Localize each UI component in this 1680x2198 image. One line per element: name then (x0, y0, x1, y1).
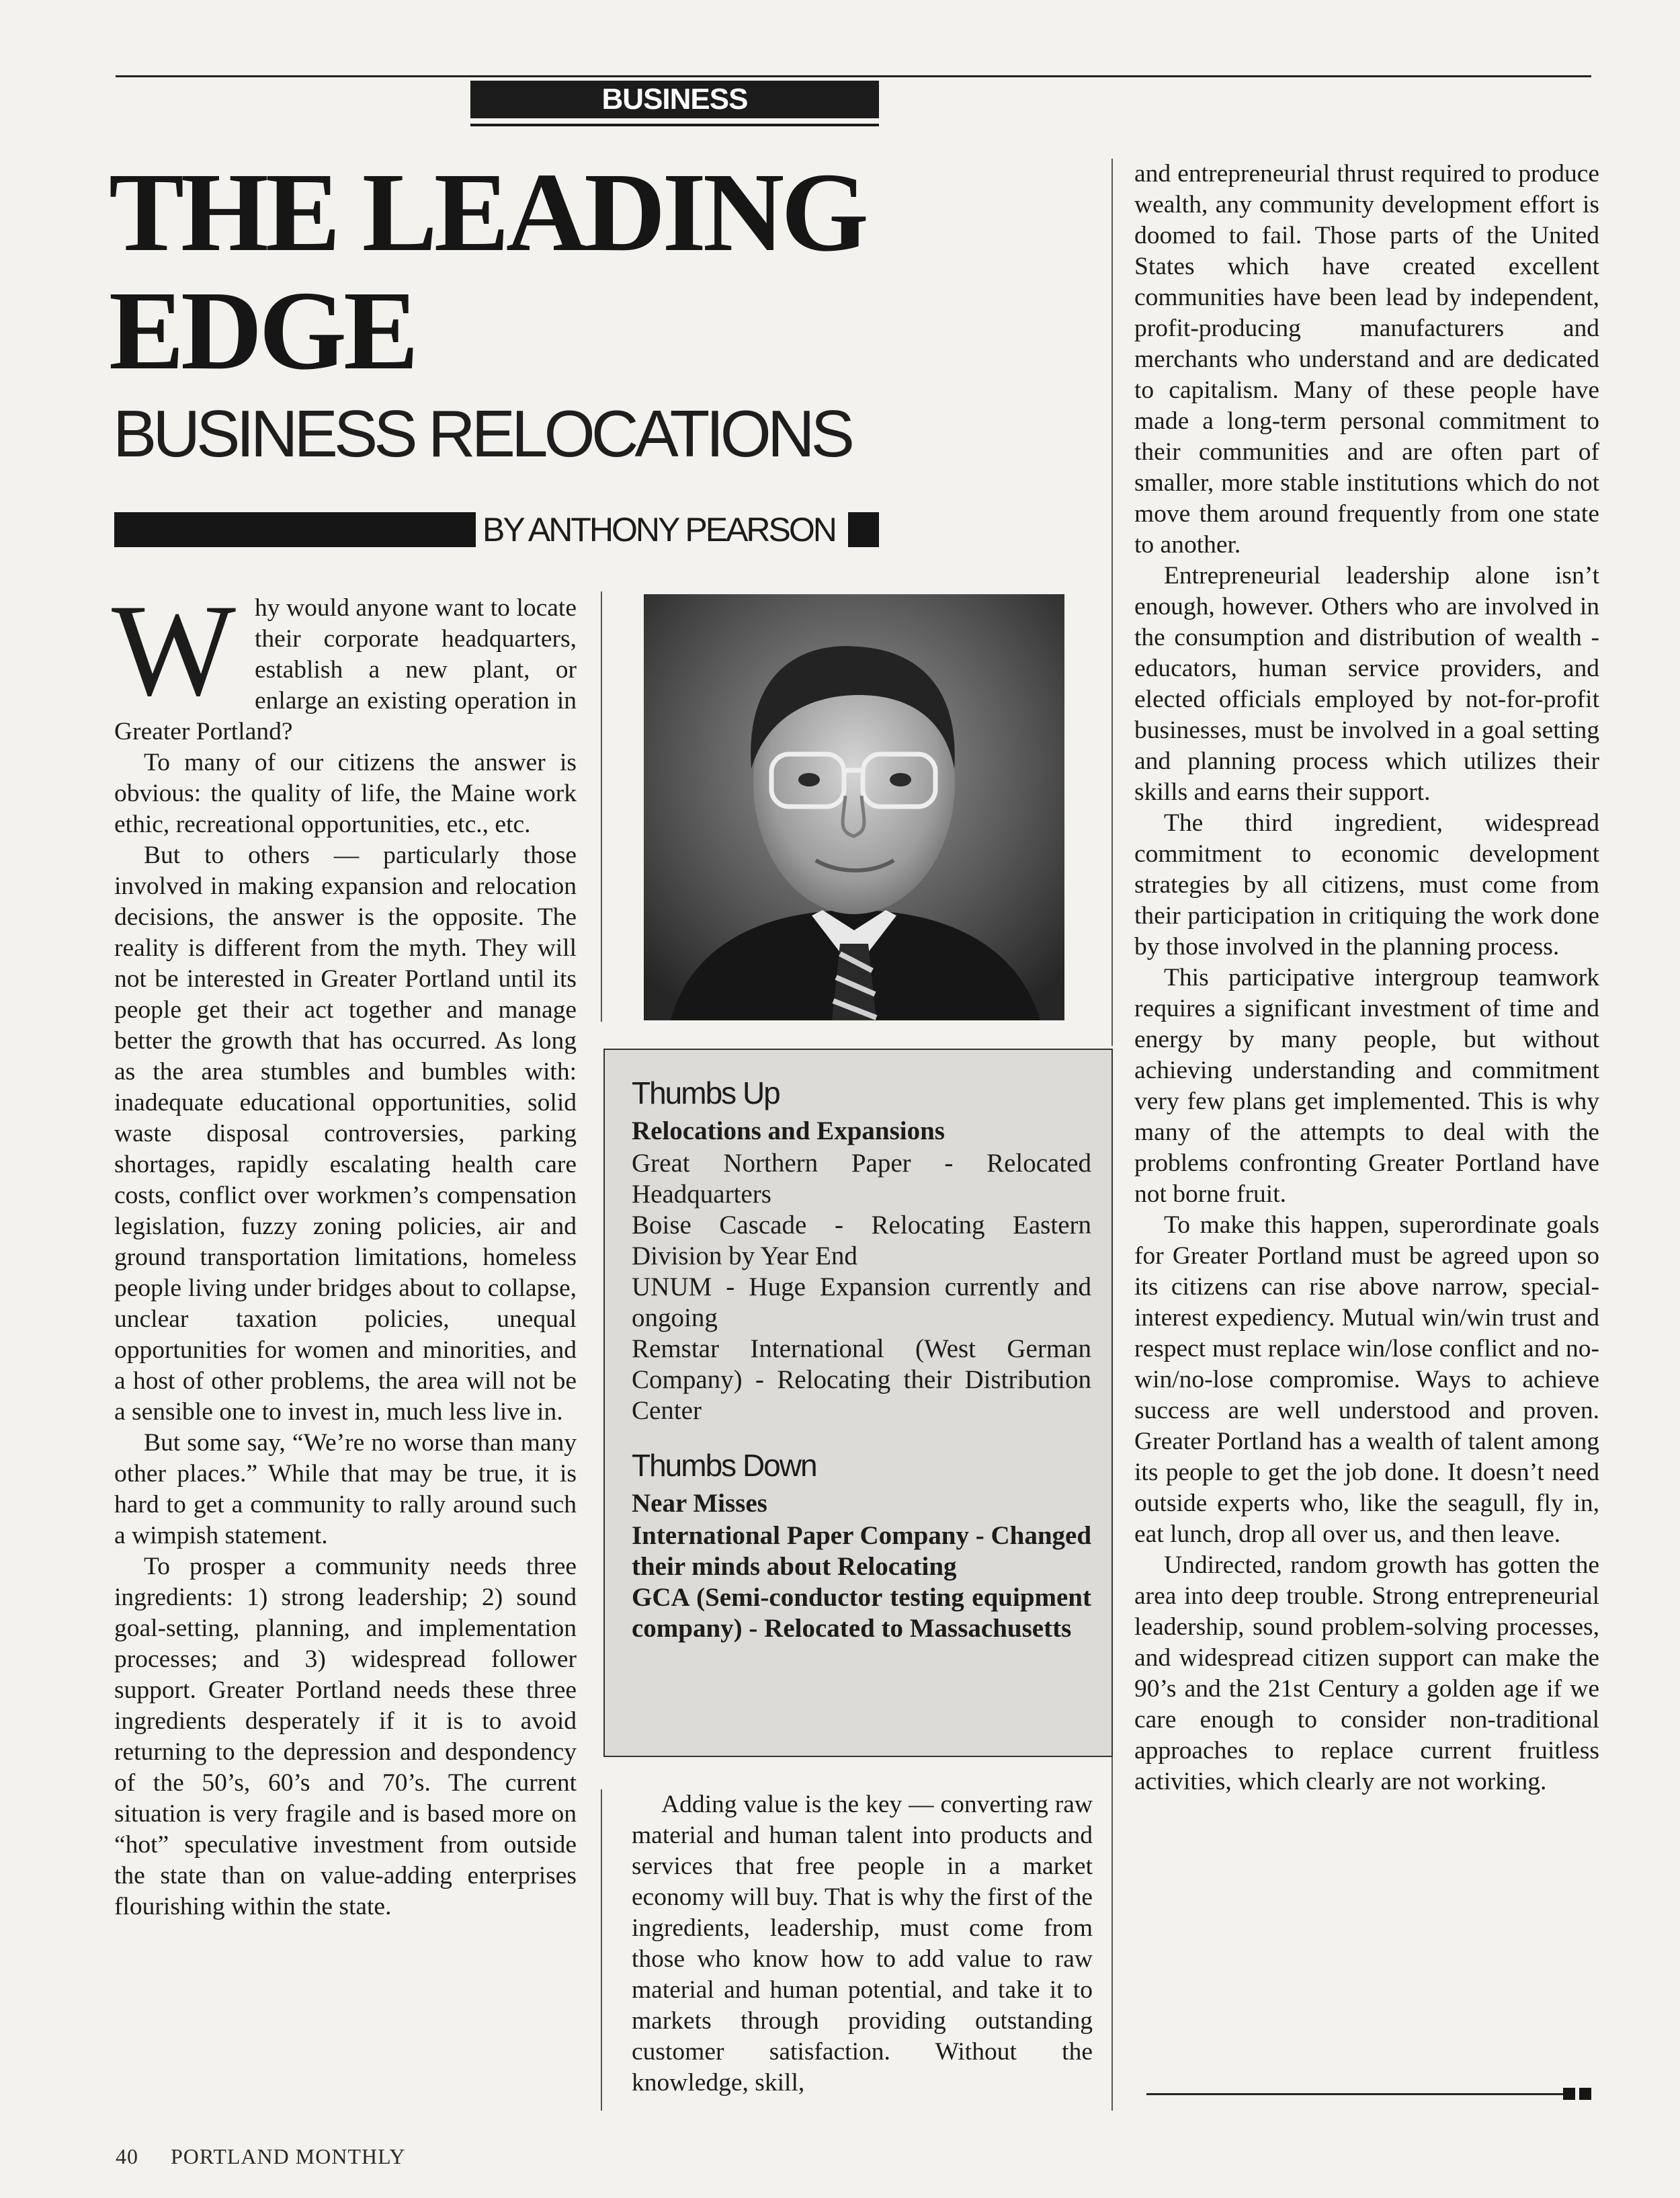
article-paragraph: and entrepreneurial thrust required to produce wealth, any community development effort is doomed to fail. Those parts of the United States which have created excellent communities have been lead by independent, profit-producing manufacturers and merchants who understand and are dedicated to capitalism. Many of these people have made a long-term personal commitment to their communities and are often part of smaller, more stable institutions which do not move them around frequently from one state to another. (1134, 160, 1599, 559)
article-paragraph: This participative intergroup teamwork requires a significant investment of time and energy by many people, but without achieving understanding and commitment very few plans get implemented. This is why many of the attempts to deal with the problems confronting Greater Portland have not borne fruit. (1134, 964, 1599, 1208)
article-paragraph: But to others — particularly those involved in making expansion and relocation decisions, the answer is the opposite. The reality is different from the myth. They will not be interested in Greater Portland until its people get their act together and manage better the growth that has occurred. As long as the area stumbles and bumbles with: inadequate educational opportunities, solid waste disposal controversies, parking shortages, rapidly escalating health care costs, conflict over workmen’s compensation legislation, fuzzy zoning policies, air and ground transportation limitations, homeless people living under bridges about to collapse, unclear taxation policies, unequal opportunities for women and minorities, and a host of other problems, the area will not be a sensible one to invest in, much less live in. (114, 842, 577, 1426)
article-paragraph: To make this happen, superordinate goals for Greater Portland must be agreed upon so its citizens can rise above narrow, special-interest expediency. Mutual win/win trust and respect must replace win/lose conflict and no-win/no-lose compromise. Ways to achieve success are well understood and proven. Greater Portland has a wealth of talent among its people to get the job done. It doesn’t need outside experts who, like the seagull, fly in, eat lunch, drop all over us, and then leave. (1134, 1211, 1599, 1548)
thumbs-up-heading: Thumbs Up (632, 1075, 780, 1110)
end-rule (1146, 2093, 1563, 2095)
byline-bar-right (848, 512, 879, 547)
article-column-2 (632, 1789, 1093, 2099)
article-paragraph: The third ingredient, widespread commitment to economic development strategies by all citizens, must come from their participation in critiquing the work done by those involved in the planning process. (1134, 809, 1599, 961)
page-number: 40 (116, 2144, 138, 2168)
page-folio (116, 2143, 406, 2170)
thumbs-sidebar-box (603, 1049, 1113, 1757)
byline: BY ANTHONY PEARSON (482, 511, 835, 548)
article-paragraph: Undirected, random growth has gotten the area into deep trouble. Strong entrepreneurial leadership, sound problem-solving processes, and widespread citizen support can make the 90’s and the 21st Century a golden age if we care enough to consider non-traditional approaches to replace current fruitless activities, which clearly are not working. (1134, 1551, 1599, 1795)
byline-bar-left (114, 512, 476, 547)
thumbs-up-subheading: Relocations and Expansions (632, 1116, 945, 1145)
end-mark-icon (1563, 2088, 1575, 2100)
thumbs-down-item: International Paper Company - Changed their minds about Relocating (632, 1521, 1092, 1581)
thumbs-down-subheading: Near Misses (632, 1489, 767, 1518)
article-column-1 (112, 577, 577, 1922)
column-divider (601, 1789, 602, 2111)
author-portrait-photo (644, 594, 1064, 1020)
thumbs-down-heading: Thumbs Down (632, 1448, 816, 1483)
article-paragraph: Adding value is the key — converting raw material and human talent into products and services that free people in a market economy will buy. That is why the first of the ingredients, leadership, must come from those who know how to add value to raw material and human potential, and take it to markets through providing outstanding customer satisfaction. Without the knowledge, skill, (632, 1791, 1093, 2097)
article-paragraph (112, 577, 577, 747)
article-paragraph: Entrepreneurial leadership alone isn’t enough, however. Others who are involved in the consumption and distribution of wealth -educators, human service providers, and elected officials employed by not-for-profit businesses, must be involved in a goal setting and planning process which utilizes their skills and earns their support. (1134, 562, 1599, 806)
thumbs-up-item: Remstar International (West German Company) - Relocating their Distribution Center (632, 1334, 1091, 1425)
publication-name: PORTLAND MONTHLY (171, 2144, 406, 2168)
column-divider (1111, 1752, 1113, 2111)
column-divider (1111, 159, 1113, 1046)
column-divider (601, 592, 602, 1022)
portrait-illustration (644, 594, 1064, 1020)
article-paragraph: To many of our citizens the answer is obvious: the quality of life, the Maine work ethic, recreational opportunities, etc., etc. (114, 749, 577, 838)
thumbs-up-item: Boise Cascade - Relocating Eastern Division by Year End (632, 1211, 1091, 1270)
subhead: BUSINESS RELOCATIONS (113, 397, 851, 471)
paragraph-text: hy would anyone want to locate their corporate headquarters, establish a new plant, or enlarge an existing operation in Greater Portland? (114, 594, 577, 745)
section-label: BUSINESS (470, 81, 879, 118)
drop-cap: W (112, 577, 236, 723)
thumbs-down-item: GCA (Semi-conductor testing equipment company) - Relocated to Massachusetts (632, 1583, 1091, 1643)
thumbs-up-item: UNUM - Huge Expansion currently and ongoing (632, 1272, 1091, 1332)
section-underline (470, 124, 879, 126)
article-paragraph: But some say, “We’re no worse than many other places.” While that may be true, it is hard to get a community to rally around such a wimpish statement. (114, 1429, 577, 1549)
article-paragraph: To prosper a community needs three ingredients: 1) strong leadership; 2) sound goal-setting, planning, and implementation processes; and 3) widespread follower support. Greater Portland needs these three ingredients desperately if it is to avoid returning to the depression and despondency of the 50’s, 60’s and 70’s. The current situation is very fragile and is based more on “hot” speculative investment from outside the state than on value-adding enterprises flourishing within the state. (114, 1553, 577, 1920)
headline: THE LEADING EDGE (109, 150, 866, 393)
thumbs-up-item: Great Northern Paper - Relocated Headquarters (632, 1149, 1091, 1209)
end-mark-icon (1579, 2088, 1591, 2100)
article-column-3 (1134, 159, 1599, 1797)
top-rule (116, 75, 1591, 77)
